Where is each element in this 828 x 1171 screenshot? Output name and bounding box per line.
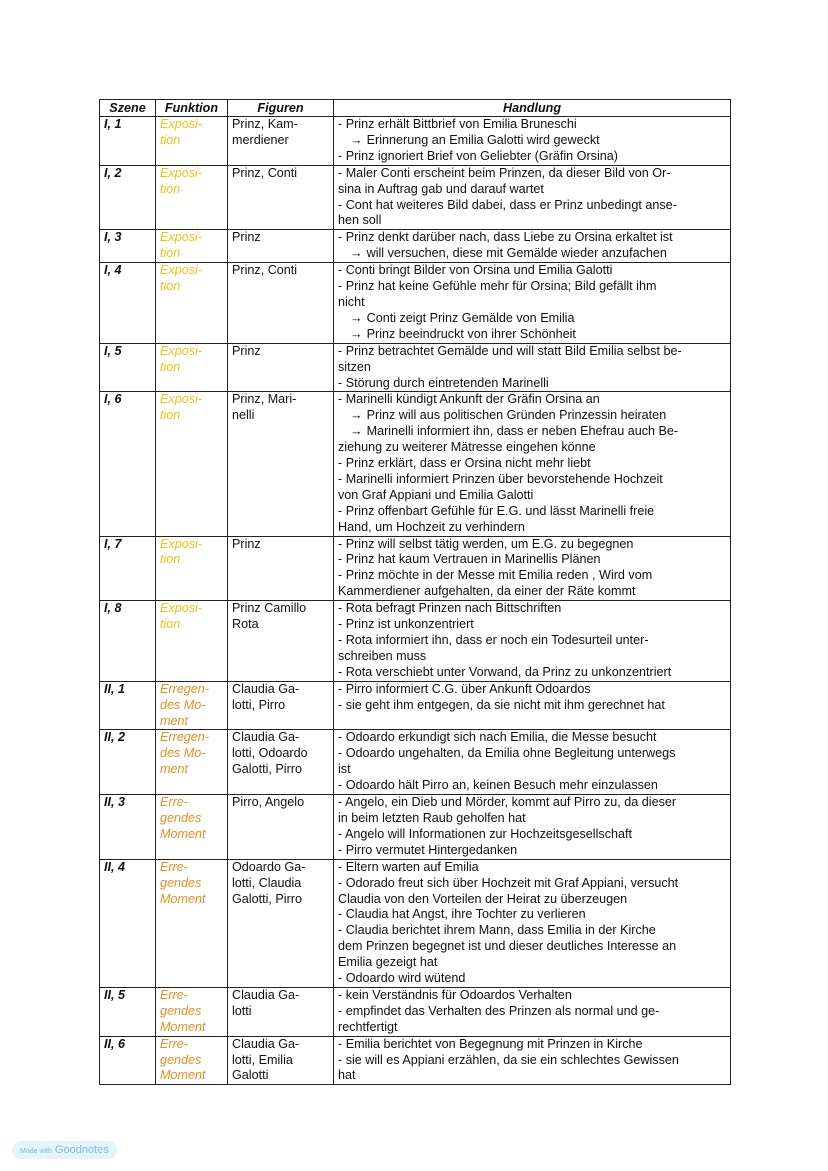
figures-cell: [228, 165, 334, 230]
plot-line: - Prinz will selbst tätig werden, um E.G. zu begegnen: [338, 536, 634, 551]
plot-line: ziehung zu weiterer Mätresse eingehen könne: [338, 440, 596, 455]
function-text: Exposi-: [160, 601, 202, 616]
plot-cell: [334, 859, 731, 987]
plot-line: - Störung durch eintretenden Marinelli: [338, 375, 549, 390]
plot-line: dem Prinzen begegnet ist und dieser deutliches Interesse an: [338, 939, 677, 954]
figures-text: Pirro, Angelo: [232, 795, 305, 810]
plot-line: - empfindet das Verhalten des Prinzen als normal und ge-: [338, 1003, 660, 1018]
function-cell: [156, 536, 228, 601]
plot-cell: [334, 987, 731, 1036]
figures-cell: [228, 681, 334, 730]
plot-line: schreiben muss: [338, 648, 427, 663]
scene-number: I, 1: [100, 117, 156, 166]
plot-line: - Emilia berichtet von Begegnung mit Prinzen in Kirche: [338, 1036, 643, 1051]
figures-text: Prinz: [232, 230, 261, 245]
function-text: gendes: [160, 1003, 202, 1018]
header-handlung: Handlung: [334, 100, 731, 117]
plot-line-text: Prinz will aus politischen Gründen Prinzessin heiraten: [366, 408, 667, 423]
plot-cell: [334, 230, 731, 263]
plot-line: - Odoardo ungehalten, da Emilia ohne Begleitung unterwegs: [338, 746, 676, 761]
plot-line: - sie will es Appiani erzählen, da sie ein schlechtes Gewissen: [338, 1052, 679, 1067]
function-text: Exposi-: [160, 343, 202, 358]
plot-line: - Prinz hat kaum Vertrauen in Marinellis Plänen: [338, 552, 601, 567]
plot-line: - Prinz hat keine Gefühle mehr für Orsina; Bild gefällt ihm: [338, 279, 657, 294]
plot-line: - Prinz ist unkonzentriert: [338, 617, 474, 632]
plot-line: - Claudia berichtet ihrem Mann, dass Emilia in der Kirche: [338, 923, 656, 938]
table-row: [100, 165, 731, 230]
plot-line: - Maler Conti erscheint beim Prinzen, da dieser Bild von Or-: [338, 165, 671, 180]
plot-line: - Prinz ignoriert Brief von Geliebter (Gräfin Orsina): [338, 148, 618, 163]
function-text: Exposi-: [160, 165, 202, 180]
function-text: Erre-: [160, 987, 188, 1002]
scene-number: I, 8: [100, 601, 156, 682]
plot-line: [338, 246, 726, 262]
plot-line: [338, 133, 726, 149]
function-text: tion: [160, 181, 181, 196]
figures-cell: [228, 230, 334, 263]
plot-cell: [334, 165, 731, 230]
figures-cell: [228, 601, 334, 682]
figures-text: Prinz, Mari-: [232, 392, 297, 407]
function-text: Erregen-: [160, 681, 209, 696]
figures-cell: [228, 730, 334, 795]
figures-cell: [228, 343, 334, 392]
plot-line-text: will versuchen, diese mit Gemälde wieder anzufachen: [366, 246, 667, 261]
arrow-right-icon: →: [350, 424, 363, 439]
figures-text: Claudia Ga-: [232, 681, 300, 696]
figures-text: Galotti: [232, 1068, 269, 1083]
plot-cell: [334, 795, 731, 860]
function-cell: [156, 117, 228, 166]
header-szene: Szene: [100, 100, 156, 117]
goodnotes-watermark: [12, 1141, 117, 1159]
plot-line: Hand, um Hochzeit zu verhindern: [338, 519, 525, 534]
function-cell: [156, 343, 228, 392]
function-cell: [156, 601, 228, 682]
table-row: [100, 117, 731, 166]
figures-text: lotti: [232, 1003, 252, 1018]
function-cell: [156, 795, 228, 860]
table-row: [100, 987, 731, 1036]
scene-number: II, 6: [100, 1036, 156, 1085]
plot-line: - kein Verständnis für Odoardos Verhalten: [338, 987, 572, 1002]
plot-cell: [334, 730, 731, 795]
plot-line: - Conti bringt Bilder von Orsina und Emilia Galotti: [338, 263, 613, 278]
plot-line: - Marinelli kündigt Ankunft der Gräfin Orsina an: [338, 392, 600, 407]
plot-line: - Pirro vermutet Hintergedanken: [338, 842, 518, 857]
function-text: Exposi-: [160, 392, 202, 407]
plot-line: - Prinz möchte in der Messe mit Emilia reden , Wird vom: [338, 568, 653, 583]
scene-number: I, 7: [100, 536, 156, 601]
function-cell: [156, 392, 228, 536]
function-text: gendes: [160, 1052, 202, 1067]
table-row: [100, 536, 731, 601]
plot-line-text: Erinnerung an Emilia Galotti wird geweckt: [366, 132, 600, 147]
plot-line: - Prinz offenbart Gefühle für E.G. und lässt Marinelli freie: [338, 503, 655, 518]
figures-text: Galotti, Pirro: [232, 891, 302, 906]
function-text: Erre-: [160, 859, 188, 874]
plot-line: - Rota verschiebt unter Vorwand, da Prinz zu unkonzentriert: [338, 664, 672, 679]
arrow-right-icon: →: [350, 408, 363, 423]
table-row: [100, 392, 731, 536]
scene-number: II, 5: [100, 987, 156, 1036]
plot-cell: [334, 681, 731, 730]
plot-line: - Rota informiert ihn, dass er noch ein Todesurteil unter-: [338, 633, 649, 647]
function-text: Erre-: [160, 795, 188, 810]
figures-cell: [228, 795, 334, 860]
table-row: [100, 230, 731, 263]
plot-line: [338, 424, 726, 440]
header-row: [100, 100, 731, 117]
figures-text: lotti, Emilia: [232, 1052, 293, 1067]
plot-line-text: Prinz beeindruckt von ihrer Schönheit: [366, 326, 576, 341]
plot-line: hen soll: [338, 213, 382, 228]
plot-cell: [334, 601, 731, 682]
function-text: Moment: [160, 1019, 206, 1034]
plot-line: [338, 408, 726, 424]
function-text: Erre-: [160, 1036, 188, 1051]
plot-line: sitzen: [338, 359, 371, 374]
function-cell: [156, 987, 228, 1036]
figures-text: lotti, Odoardo: [232, 746, 308, 761]
figures-cell: [228, 987, 334, 1036]
plot-cell: [334, 536, 731, 601]
plot-line-text: Marinelli informiert ihn, dass er neben Ehefrau auch Be-: [366, 424, 679, 439]
arrow-right-icon: →: [350, 132, 363, 147]
figures-text: Prinz, Kam-: [232, 117, 298, 131]
figures-text: Claudia Ga-: [232, 987, 300, 1002]
function-cell: [156, 681, 228, 730]
arrow-right-icon: →: [350, 326, 363, 341]
figures-text: Prinz, Conti: [232, 165, 298, 180]
arrow-right-icon: →: [350, 310, 363, 325]
table-row: [100, 601, 731, 682]
function-text: Moment: [160, 826, 206, 841]
function-text: tion: [160, 279, 181, 294]
table-row: [100, 263, 731, 344]
figures-text: merdiener: [232, 132, 289, 147]
figures-text: Prinz, Conti: [232, 263, 298, 278]
plot-line: - Eltern warten auf Emilia: [338, 859, 479, 874]
plot-line: - Claudia hat Angst, ihre Tochter zu verlieren: [338, 907, 586, 922]
function-text: Moment: [160, 1068, 206, 1083]
plot-line: - Odoardo hält Pirro an, keinen Besuch mehr einzulassen: [338, 778, 658, 793]
table-row: [100, 681, 731, 730]
function-cell: [156, 165, 228, 230]
plot-line: - Prinz erklärt, dass er Orsina nicht mehr liebt: [338, 456, 591, 471]
function-cell: [156, 859, 228, 987]
figures-text: Prinz Camillo: [232, 601, 307, 616]
function-cell: [156, 263, 228, 344]
plot-line: hat: [338, 1068, 356, 1083]
plot-line: Emilia gezeigt hat: [338, 955, 438, 970]
plot-line: - Odoardo erkundigt sich nach Emilia, die Messe besucht: [338, 730, 657, 745]
function-text: des Mo-: [160, 697, 206, 712]
figures-cell: [228, 392, 334, 536]
plot-line: Kammerdiener aufgehalten, da einer der Räte kommt: [338, 584, 636, 599]
function-text: tion: [160, 132, 181, 147]
plot-cell: [334, 263, 731, 344]
scene-number: I, 4: [100, 263, 156, 344]
scene-number: II, 3: [100, 795, 156, 860]
scene-table: [99, 99, 731, 1085]
figures-text: lotti, Pirro: [232, 697, 286, 712]
plot-line: - Angelo will Informationen zur Hochzeitsgesellschaft: [338, 826, 632, 841]
function-text: Exposi-: [160, 230, 202, 245]
plot-line: - Prinz denkt darüber nach, dass Liebe zu Orsina erkaltet ist: [338, 230, 673, 245]
plot-line: - Prinz betrachtet Gemälde und will statt Bild Emilia selbst be-: [338, 343, 682, 358]
function-text: ment: [160, 713, 188, 728]
table-row: [100, 1036, 731, 1085]
scene-number: I, 6: [100, 392, 156, 536]
function-cell: [156, 1036, 228, 1085]
plot-line: - Odoardo wird wütend: [338, 971, 466, 986]
plot-line: - Rota befragt Prinzen nach Bittschriften: [338, 601, 562, 616]
function-text: Moment: [160, 891, 206, 906]
figures-cell: [228, 263, 334, 344]
table-row: [100, 795, 731, 860]
plot-line: - Odorado freut sich über Hochzeit mit Graf Appiani, versucht: [338, 875, 679, 890]
figures-text: Claudia Ga-: [232, 730, 300, 745]
function-text: tion: [160, 408, 181, 423]
scene-number: II, 4: [100, 859, 156, 987]
plot-line: Claudia von den Vorteilen der Heirat zu überzeugen: [338, 891, 628, 906]
scene-number: II, 2: [100, 730, 156, 795]
plot-line: - sie geht ihm entgegen, da sie nicht mit ihm gerechnet hat: [338, 697, 665, 712]
table-row: [100, 730, 731, 795]
plot-line: - Pirro informiert C.G. über Ankunft Odoardos: [338, 681, 591, 696]
function-text: Erregen-: [160, 730, 209, 745]
function-text: tion: [160, 552, 181, 567]
watermark-prefix: Made with: [20, 1148, 52, 1155]
function-text: Exposi-: [160, 536, 202, 551]
plot-line: - Prinz erhält Bittbrief von Emilia Bruneschi: [338, 117, 577, 131]
plot-line: [338, 311, 726, 327]
figures-text: nelli: [232, 408, 255, 423]
plot-line: rechtfertigt: [338, 1019, 398, 1034]
figures-cell: [228, 536, 334, 601]
figures-cell: [228, 1036, 334, 1085]
scene-number: II, 1: [100, 681, 156, 730]
figures-text: Rota: [232, 617, 259, 632]
function-text: ment: [160, 762, 188, 777]
scene-number: I, 2: [100, 165, 156, 230]
table-row: [100, 859, 731, 987]
function-text: Exposi-: [160, 117, 202, 131]
table-row: [100, 343, 731, 392]
plot-line: sina in Auftrag gab und darauf wartet: [338, 181, 544, 196]
function-text: Exposi-: [160, 263, 202, 278]
plot-line: - Angelo, ein Dieb und Mörder, kommt auf Pirro zu, da dieser: [338, 795, 677, 810]
function-text: gendes: [160, 810, 202, 825]
plot-line: ist: [338, 762, 351, 777]
plot-cell: [334, 1036, 731, 1085]
plot-line: - Marinelli informiert Prinzen über bevorstehende Hochzeit: [338, 471, 663, 486]
plot-line: - Cont hat weiteres Bild dabei, dass er Prinz unbedingt anse-: [338, 197, 677, 212]
figures-cell: [228, 117, 334, 166]
figures-text: Prinz: [232, 343, 261, 358]
scene-number: I, 5: [100, 343, 156, 392]
plot-line: von Graf Appiani und Emilia Galotti: [338, 487, 534, 502]
plot-cell: [334, 117, 731, 166]
plot-cell: [334, 343, 731, 392]
header-figuren: Figuren: [228, 100, 334, 117]
function-text: gendes: [160, 875, 202, 890]
figures-text: Claudia Ga-: [232, 1036, 300, 1051]
function-text: tion: [160, 617, 181, 632]
function-cell: [156, 230, 228, 263]
watermark-brand: Goodnotes: [54, 1144, 109, 1156]
plot-line: in beim letzten Raub geholfen hat: [338, 810, 526, 825]
figures-text: Prinz: [232, 536, 261, 551]
plot-cell: [334, 392, 731, 536]
figures-text: Odoardo Ga-: [232, 859, 306, 874]
header-funktion: Funktion: [156, 100, 228, 117]
scene-number: I, 3: [100, 230, 156, 263]
function-text: tion: [160, 246, 181, 261]
plot-line: nicht: [338, 294, 365, 309]
function-cell: [156, 730, 228, 795]
figures-text: lotti, Claudia: [232, 875, 302, 890]
arrow-right-icon: →: [350, 246, 363, 261]
plot-line-text: Conti zeigt Prinz Gemälde von Emilia: [366, 310, 575, 325]
function-text: tion: [160, 359, 181, 374]
plot-line: [338, 327, 726, 343]
figures-text: Galotti, Pirro: [232, 762, 302, 777]
figures-cell: [228, 859, 334, 987]
function-text: des Mo-: [160, 746, 206, 761]
